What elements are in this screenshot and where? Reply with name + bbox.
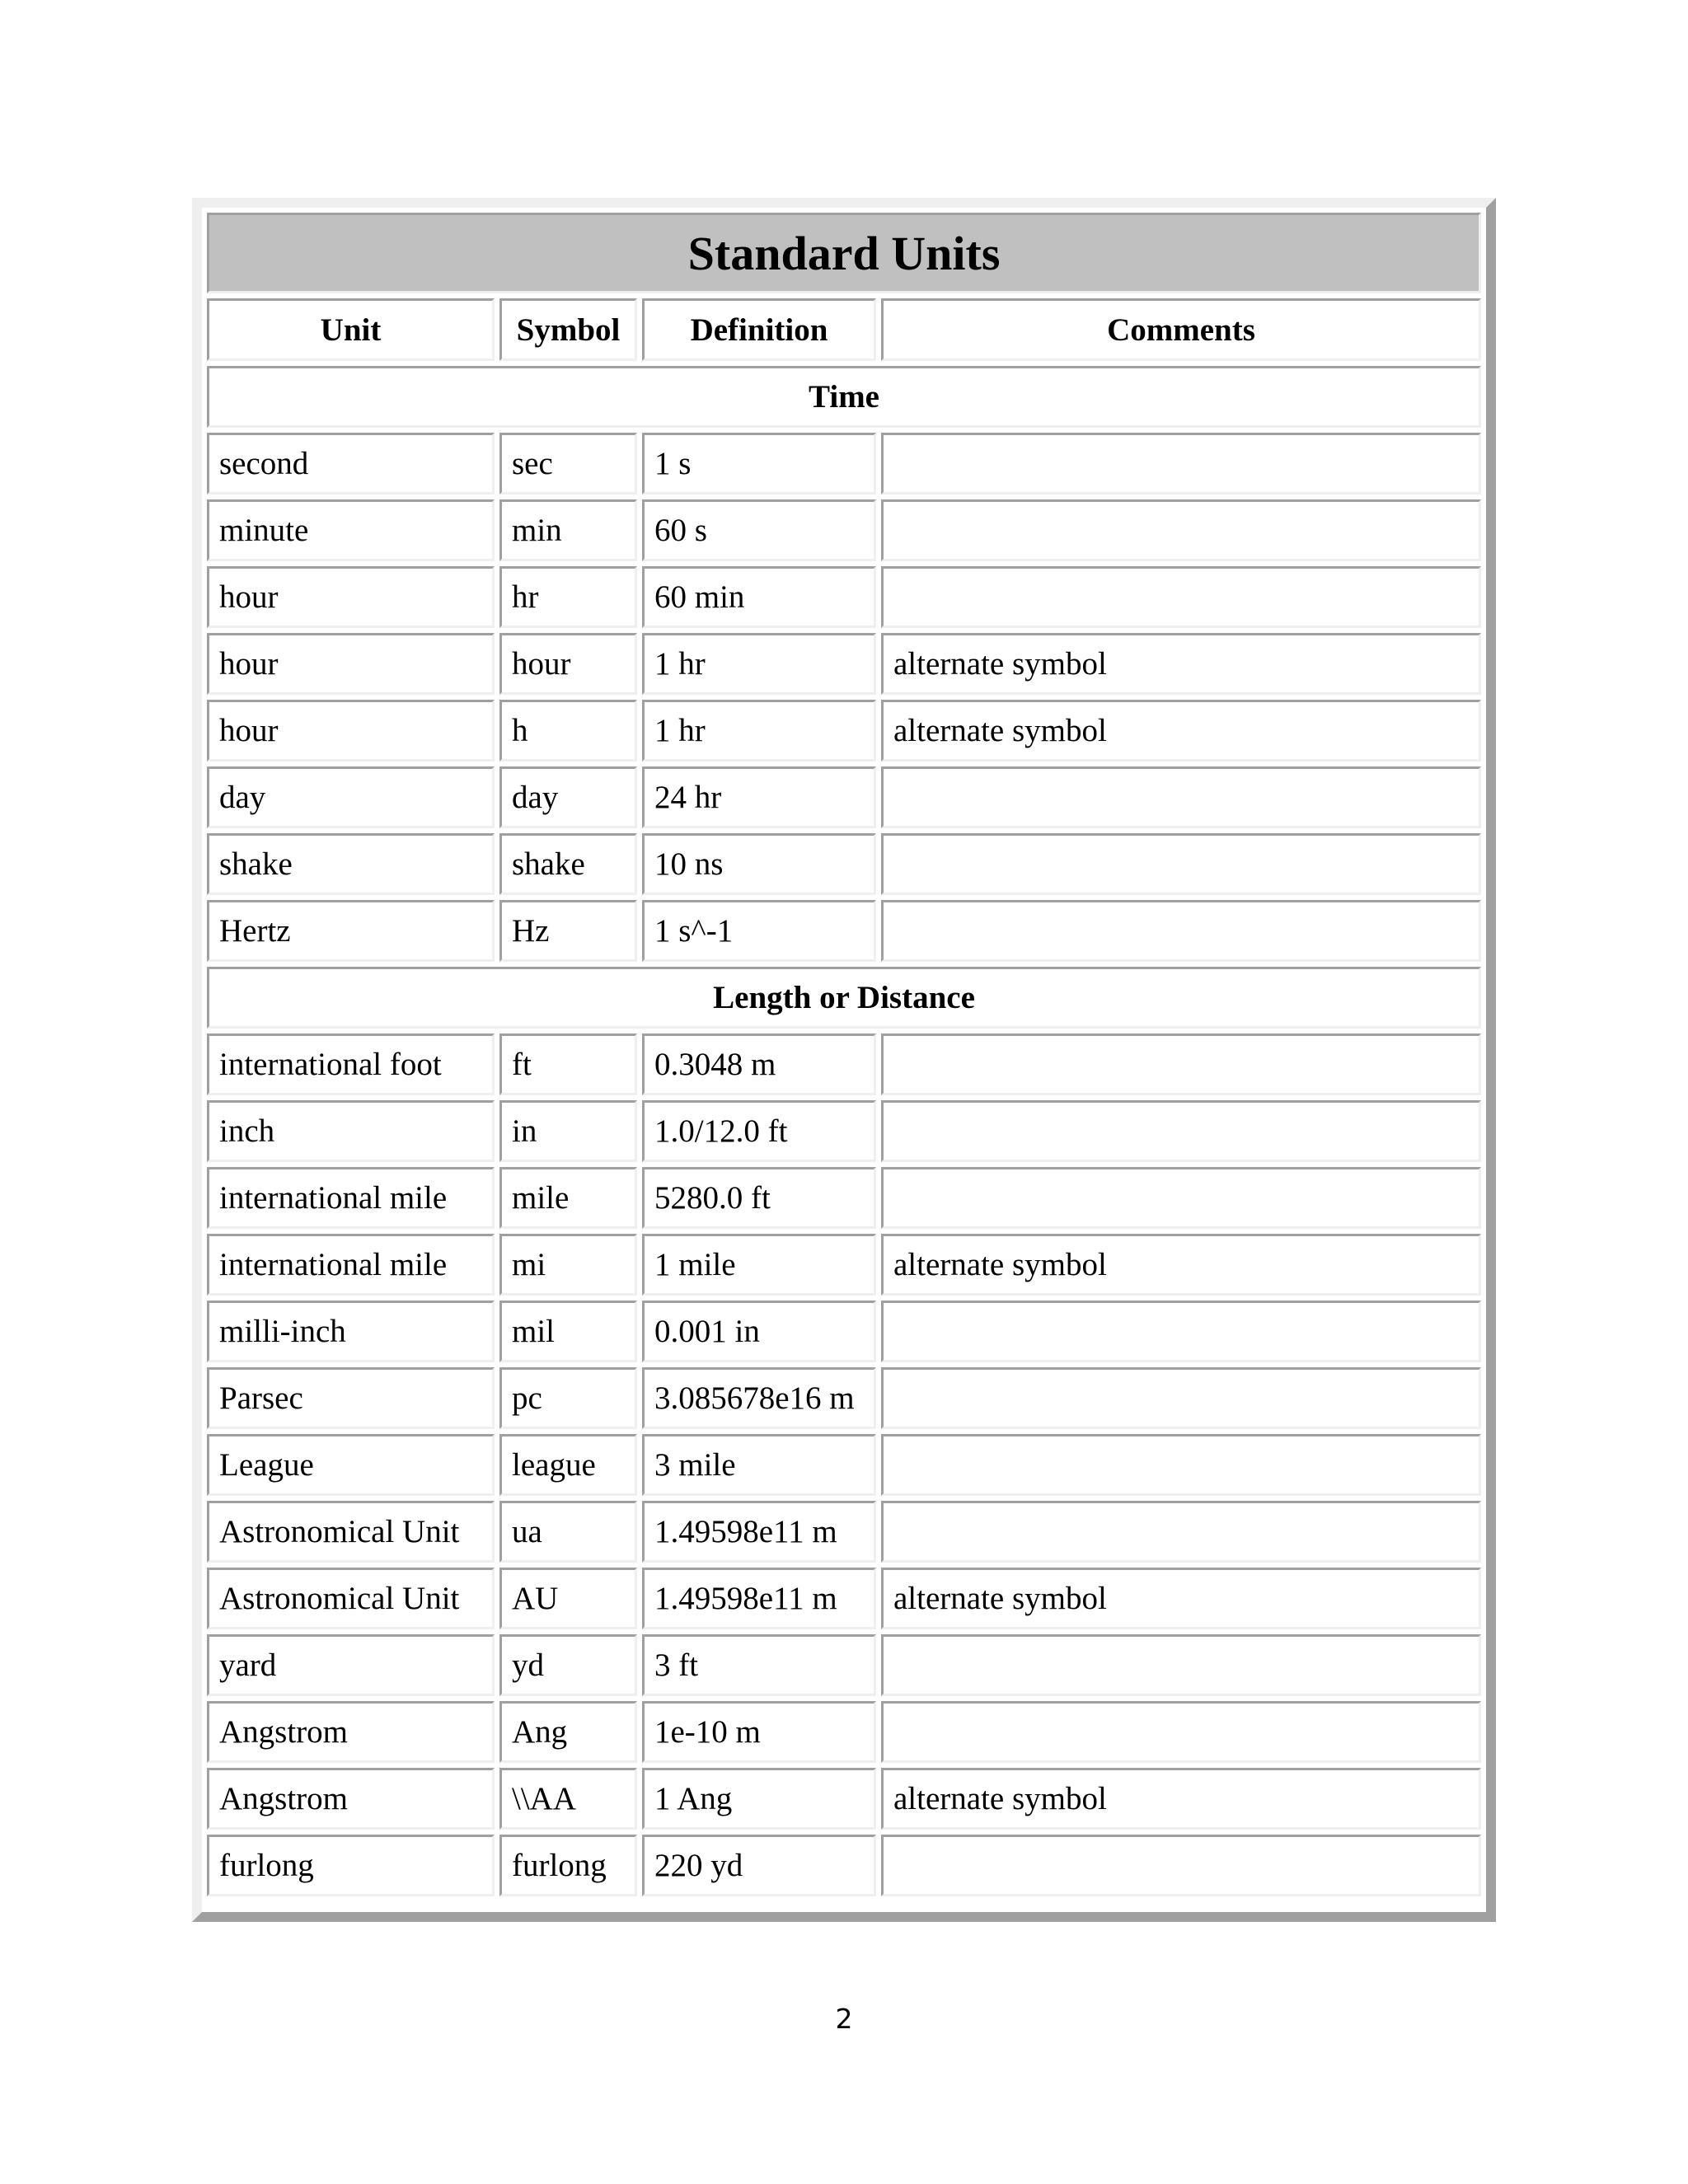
- symbol-cell: Ang: [499, 1701, 637, 1763]
- table-row: [207, 566, 1481, 628]
- section-row: [207, 366, 1481, 428]
- unit-cell: League: [207, 1434, 495, 1496]
- symbol-cell: ft: [499, 1033, 637, 1095]
- definition-cell: 0.3048 m: [642, 1033, 876, 1095]
- symbol-cell: AU: [499, 1568, 637, 1629]
- comments-cell: alternate symbol: [881, 700, 1481, 762]
- comments-cell: [881, 1434, 1481, 1496]
- unit-cell: furlong: [207, 1835, 495, 1896]
- table-row: [207, 766, 1481, 828]
- table-row: [207, 833, 1481, 895]
- symbol-cell: furlong: [499, 1835, 637, 1896]
- section-heading: Time: [207, 366, 1481, 428]
- table-row: [207, 700, 1481, 762]
- definition-cell: 1.49598e11 m: [642, 1501, 876, 1563]
- comments-cell: [881, 1501, 1481, 1563]
- unit-cell: Angstrom: [207, 1768, 495, 1830]
- definition-cell: 1 s: [642, 433, 876, 494]
- comments-cell: alternate symbol: [881, 1234, 1481, 1296]
- table-row: [207, 1835, 1481, 1896]
- unit-cell: shake: [207, 833, 495, 895]
- unit-cell: international foot: [207, 1033, 495, 1095]
- definition-cell: 24 hr: [642, 766, 876, 828]
- symbol-cell: h: [499, 700, 637, 762]
- section-row: [207, 967, 1481, 1029]
- comments-cell: alternate symbol: [881, 1568, 1481, 1629]
- comments-cell: [881, 566, 1481, 628]
- unit-cell: Astronomical Unit: [207, 1568, 495, 1629]
- definition-cell: 1 hr: [642, 700, 876, 762]
- symbol-cell: mil: [499, 1301, 637, 1362]
- table-row: [207, 1568, 1481, 1629]
- definition-cell: 5280.0 ft: [642, 1167, 876, 1229]
- symbol-cell: mi: [499, 1234, 637, 1296]
- table-row: [207, 1033, 1481, 1095]
- unit-cell: Hertz: [207, 900, 495, 962]
- comments-cell: [881, 766, 1481, 828]
- unit-cell: milli-inch: [207, 1301, 495, 1362]
- definition-cell: 1e-10 m: [642, 1701, 876, 1763]
- definition-cell: 3 mile: [642, 1434, 876, 1496]
- comments-cell: [881, 900, 1481, 962]
- comments-cell: alternate symbol: [881, 1768, 1481, 1830]
- table-body: [207, 366, 1481, 1896]
- units-table-frame: [192, 198, 1496, 1922]
- symbol-cell: sec: [499, 433, 637, 494]
- table-row: [207, 1234, 1481, 1296]
- table-row: [207, 433, 1481, 494]
- definition-cell: 1 s^-1: [642, 900, 876, 962]
- unit-cell: hour: [207, 700, 495, 762]
- table-row: [207, 1434, 1481, 1496]
- symbol-cell: min: [499, 499, 637, 561]
- unit-cell: international mile: [207, 1234, 495, 1296]
- table-header-row: [207, 298, 1481, 361]
- unit-cell: inch: [207, 1100, 495, 1162]
- comments-cell: alternate symbol: [881, 633, 1481, 695]
- definition-cell: 1.49598e11 m: [642, 1568, 876, 1629]
- symbol-cell: pc: [499, 1367, 637, 1429]
- symbol-cell: \\AA: [499, 1768, 637, 1830]
- symbol-cell: hour: [499, 633, 637, 695]
- table-row: [207, 1501, 1481, 1563]
- unit-cell: Parsec: [207, 1367, 495, 1429]
- comments-cell: [881, 499, 1481, 561]
- comments-cell: [881, 1167, 1481, 1229]
- definition-cell: 60 s: [642, 499, 876, 561]
- table-row: [207, 633, 1481, 695]
- definition-cell: 60 min: [642, 566, 876, 628]
- unit-cell: day: [207, 766, 495, 828]
- table-row: [207, 1167, 1481, 1229]
- unit-cell: Astronomical Unit: [207, 1501, 495, 1563]
- definition-cell: 0.001 in: [642, 1301, 876, 1362]
- unit-cell: hour: [207, 633, 495, 695]
- table-row: [207, 1100, 1481, 1162]
- comments-cell: [881, 433, 1481, 494]
- table-row: [207, 1701, 1481, 1763]
- symbol-cell: ua: [499, 1501, 637, 1563]
- symbol-cell: yd: [499, 1634, 637, 1696]
- table-row: [207, 900, 1481, 962]
- unit-cell: minute: [207, 499, 495, 561]
- page-number: 2: [835, 2003, 853, 2035]
- comments-cell: [881, 1835, 1481, 1896]
- definition-cell: 220 yd: [642, 1835, 876, 1896]
- unit-cell: yard: [207, 1634, 495, 1696]
- symbol-cell: hr: [499, 566, 637, 628]
- unit-cell: second: [207, 433, 495, 494]
- unit-cell: hour: [207, 566, 495, 628]
- definition-cell: 3 ft: [642, 1634, 876, 1696]
- column-header-comments: Comments: [881, 298, 1481, 361]
- column-header-symbol: Symbol: [499, 298, 637, 361]
- table-row: [207, 499, 1481, 561]
- table-row: [207, 1301, 1481, 1362]
- comments-cell: [881, 1301, 1481, 1362]
- table-row: [207, 1367, 1481, 1429]
- definition-cell: 1 hr: [642, 633, 876, 695]
- table-row: [207, 1634, 1481, 1696]
- comments-cell: [881, 1634, 1481, 1696]
- definition-cell: 1.0/12.0 ft: [642, 1100, 876, 1162]
- column-header-unit: Unit: [207, 298, 495, 361]
- symbol-cell: shake: [499, 833, 637, 895]
- comments-cell: [881, 1701, 1481, 1763]
- unit-cell: Angstrom: [207, 1701, 495, 1763]
- column-header-definition: Definition: [642, 298, 876, 361]
- comments-cell: [881, 833, 1481, 895]
- definition-cell: 1 mile: [642, 1234, 876, 1296]
- table-title: Standard Units: [207, 213, 1481, 293]
- comments-cell: [881, 1100, 1481, 1162]
- symbol-cell: in: [499, 1100, 637, 1162]
- symbol-cell: league: [499, 1434, 637, 1496]
- symbol-cell: day: [499, 766, 637, 828]
- symbol-cell: mile: [499, 1167, 637, 1229]
- table-title-row: [207, 213, 1481, 293]
- standard-units-table: [202, 208, 1486, 1901]
- definition-cell: 10 ns: [642, 833, 876, 895]
- unit-cell: international mile: [207, 1167, 495, 1229]
- section-heading: Length or Distance: [207, 967, 1481, 1029]
- symbol-cell: Hz: [499, 900, 637, 962]
- definition-cell: 3.085678e16 m: [642, 1367, 876, 1429]
- comments-cell: [881, 1367, 1481, 1429]
- definition-cell: 1 Ang: [642, 1768, 876, 1830]
- table-row: [207, 1768, 1481, 1830]
- comments-cell: [881, 1033, 1481, 1095]
